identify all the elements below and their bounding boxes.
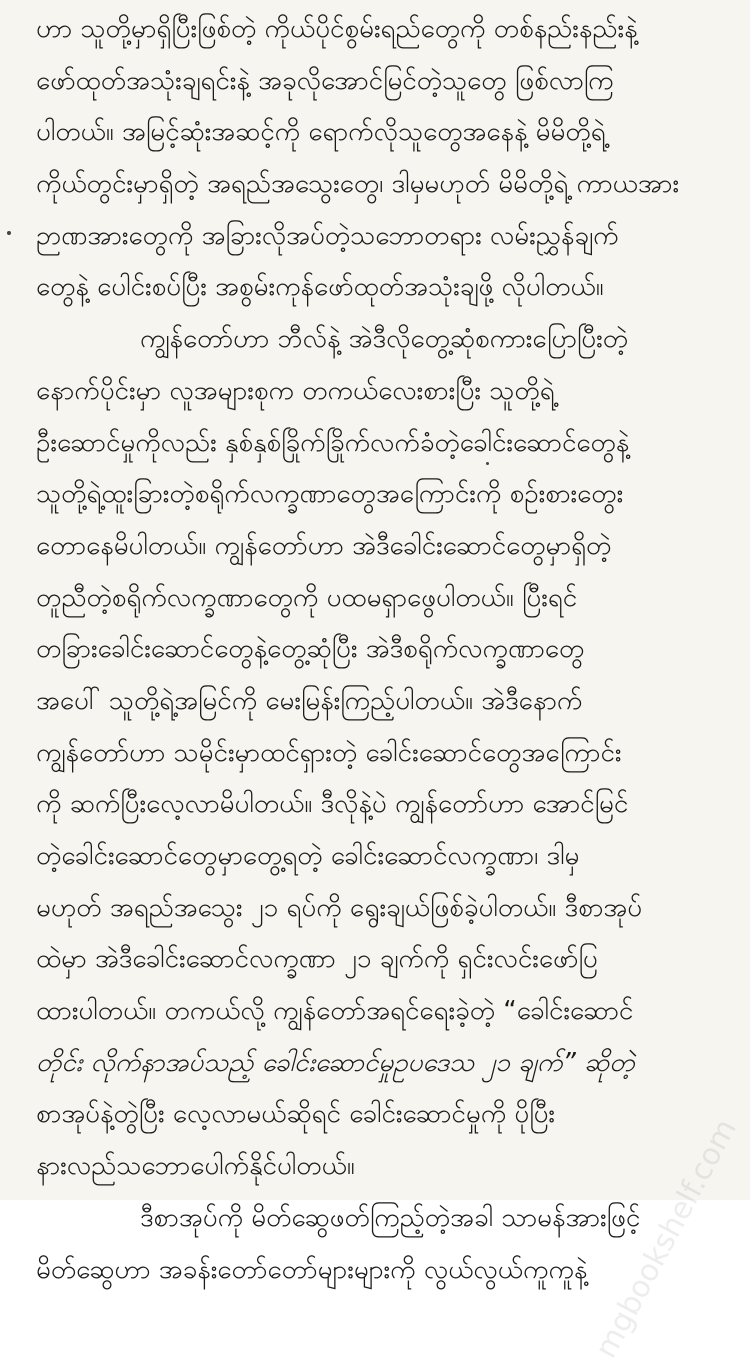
text-line: နားလည်သဘောပေါက်နိုင်ပါတယ်။ (36, 1151, 355, 1182)
paragraph-start-line: ကျွန်တော်ဟာ ဘီလ်နဲ့ အဲဒီလိုတွေ့ဆုံစကားပြောပြီးတဲ့ (140, 324, 629, 355)
text-line: နောက်ပိုင်းမှာ လူအများစုက တကယ်လေးစားပြီး သူတို့ရဲ့ (36, 375, 555, 406)
text-line: သူတို့ရဲ့ထူးခြားတဲ့စရိုက်လက္ခဏာတွေအကြောင်းကို စဉ်းစားတွေး (36, 479, 624, 510)
text-line: တခြားခေါင်းဆောင်တွေနဲ့တွေ့ဆုံပြီး အဲဒီစရိုက်လက္ခဏာတွေ (36, 634, 585, 665)
text-line: ကို ဆက်ပြီးလေ့လာမိပါတယ်။ ဒီလိုနဲ့ပဲ ကျွန်တော်ဟာ အောင်မြင် (36, 789, 629, 820)
text-line: ဦးဆောင်မှုကိုလည်း နှစ်နှစ်ခြိုက်ခြိုက်လက်ခံတဲ့ခေါင်းဆောင်တွေနဲ့ (36, 427, 630, 458)
text-line: ဟာ သူတို့မှာရှိပြီးဖြစ်တဲ့ ကိုယ်ပိုင်စွမ်းရည်တွေကို တစ်နည်းနည်းနဲ့ (36, 14, 638, 44)
text-line: ပါတယ်။ အမြင့်ဆုံးအဆင့်ကို ရောက်လိုသူတွေအနေနဲ့ မိမိတို့ရဲ့ (36, 117, 606, 148)
text-line: ထားပါတယ်။ တကယ်လို့ ကျွန်တော်အရင်ရေးခဲ့တဲ့ “ခေါင်းဆောင် (36, 996, 634, 1027)
text-line: မဟုတ် အရည်အသွေး ၂၁ ရပ်ကို ရွေးချယ်ဖြစ်ခဲ့ပါတယ်။ ဒီစာအုပ် (36, 892, 643, 923)
text-line: ထဲမှာ အဲဒီခေါင်းဆောင်လက္ခဏာ ၂၁ ချက်ကို ရှင်းလင်းဖော်ပြ (36, 944, 598, 975)
text-line: ဉာဏအားတွေကို အခြားလိုအပ်တဲ့သဘောတရား လမ်းညွှန်ချက် (36, 220, 619, 251)
ink-speck (7, 231, 11, 235)
page-text (36, 4, 726, 1296)
text-line: ကိုယ်တွင်းမှာရှိတဲ့ အရည်အသွေးတွေ၊ ဒါမှမဟုတ် မိမိတို့ရဲ့ ကာယအား (36, 169, 680, 200)
text-line-book-title: တိုင်း လိုက်နာအပ်သည့် ခေါင်းဆောင်မှုဥပဒေသ ၂၁ ချက်” ဆိုတဲ့ (36, 1047, 635, 1078)
paragraph-start-line: ဒီစာအုပ်ကို မိတ်ဆွေဖတ်ကြည့်တဲ့အခါ သာမန်အားဖြင့် (140, 1202, 641, 1233)
text-line: ဖော်ထုတ်အသုံးချရင်းနဲ့ အခုလိုအောင်မြင်တဲ့သူတွေ ဖြစ်လာကြ (36, 65, 614, 96)
text-line: အပေါ် သူတို့ရဲ့အမြင်ကို မေးမြန်းကြည့်ပါတယ်။ အဲဒီနောက် (36, 685, 583, 716)
text-line: မိတ်ဆွေဟာ အခန်းတော်တော်များများကို လွယ်လွယ်ကူကူနဲ့ (36, 1254, 588, 1285)
text-line: တူညီတဲ့စရိုက်လက္ခဏာတွေကို ပထမရှာဖွေပါတယ်။ ပြီးရင် (36, 582, 578, 613)
text-line: တောနေမိပါတယ်။ ကျွန်တော်ဟာ အဲဒီခေါင်းဆောင်တွေမှာရှိတဲ့ (36, 530, 612, 561)
text-line: တွေနဲ့ ပေါင်းစပ်ပြီး အစွမ်းကုန်ဖော်ထုတ်အသုံးချဖို့ လိုပါတယ်။ (36, 272, 604, 303)
watermark: mgbookshelf.com (588, 1113, 744, 1364)
text-line: စာအုပ်နဲ့တွဲပြီး လေ့လာမယ်ဆိုရင် ခေါင်းဆောင်မှုကို ပိုပြီး (36, 1099, 556, 1130)
text-line: ကျွန်တော်ဟာ သမိုင်းမှာထင်ရှားတဲ့ ခေါင်းဆောင်တွေအကြောင်း (36, 737, 622, 768)
text-line: တဲ့ခေါင်းဆောင်တွေမှာတွေ့ရတဲ့ ခေါင်းဆောင်လက္ခဏာ၊ ဒါမှ (36, 841, 580, 871)
